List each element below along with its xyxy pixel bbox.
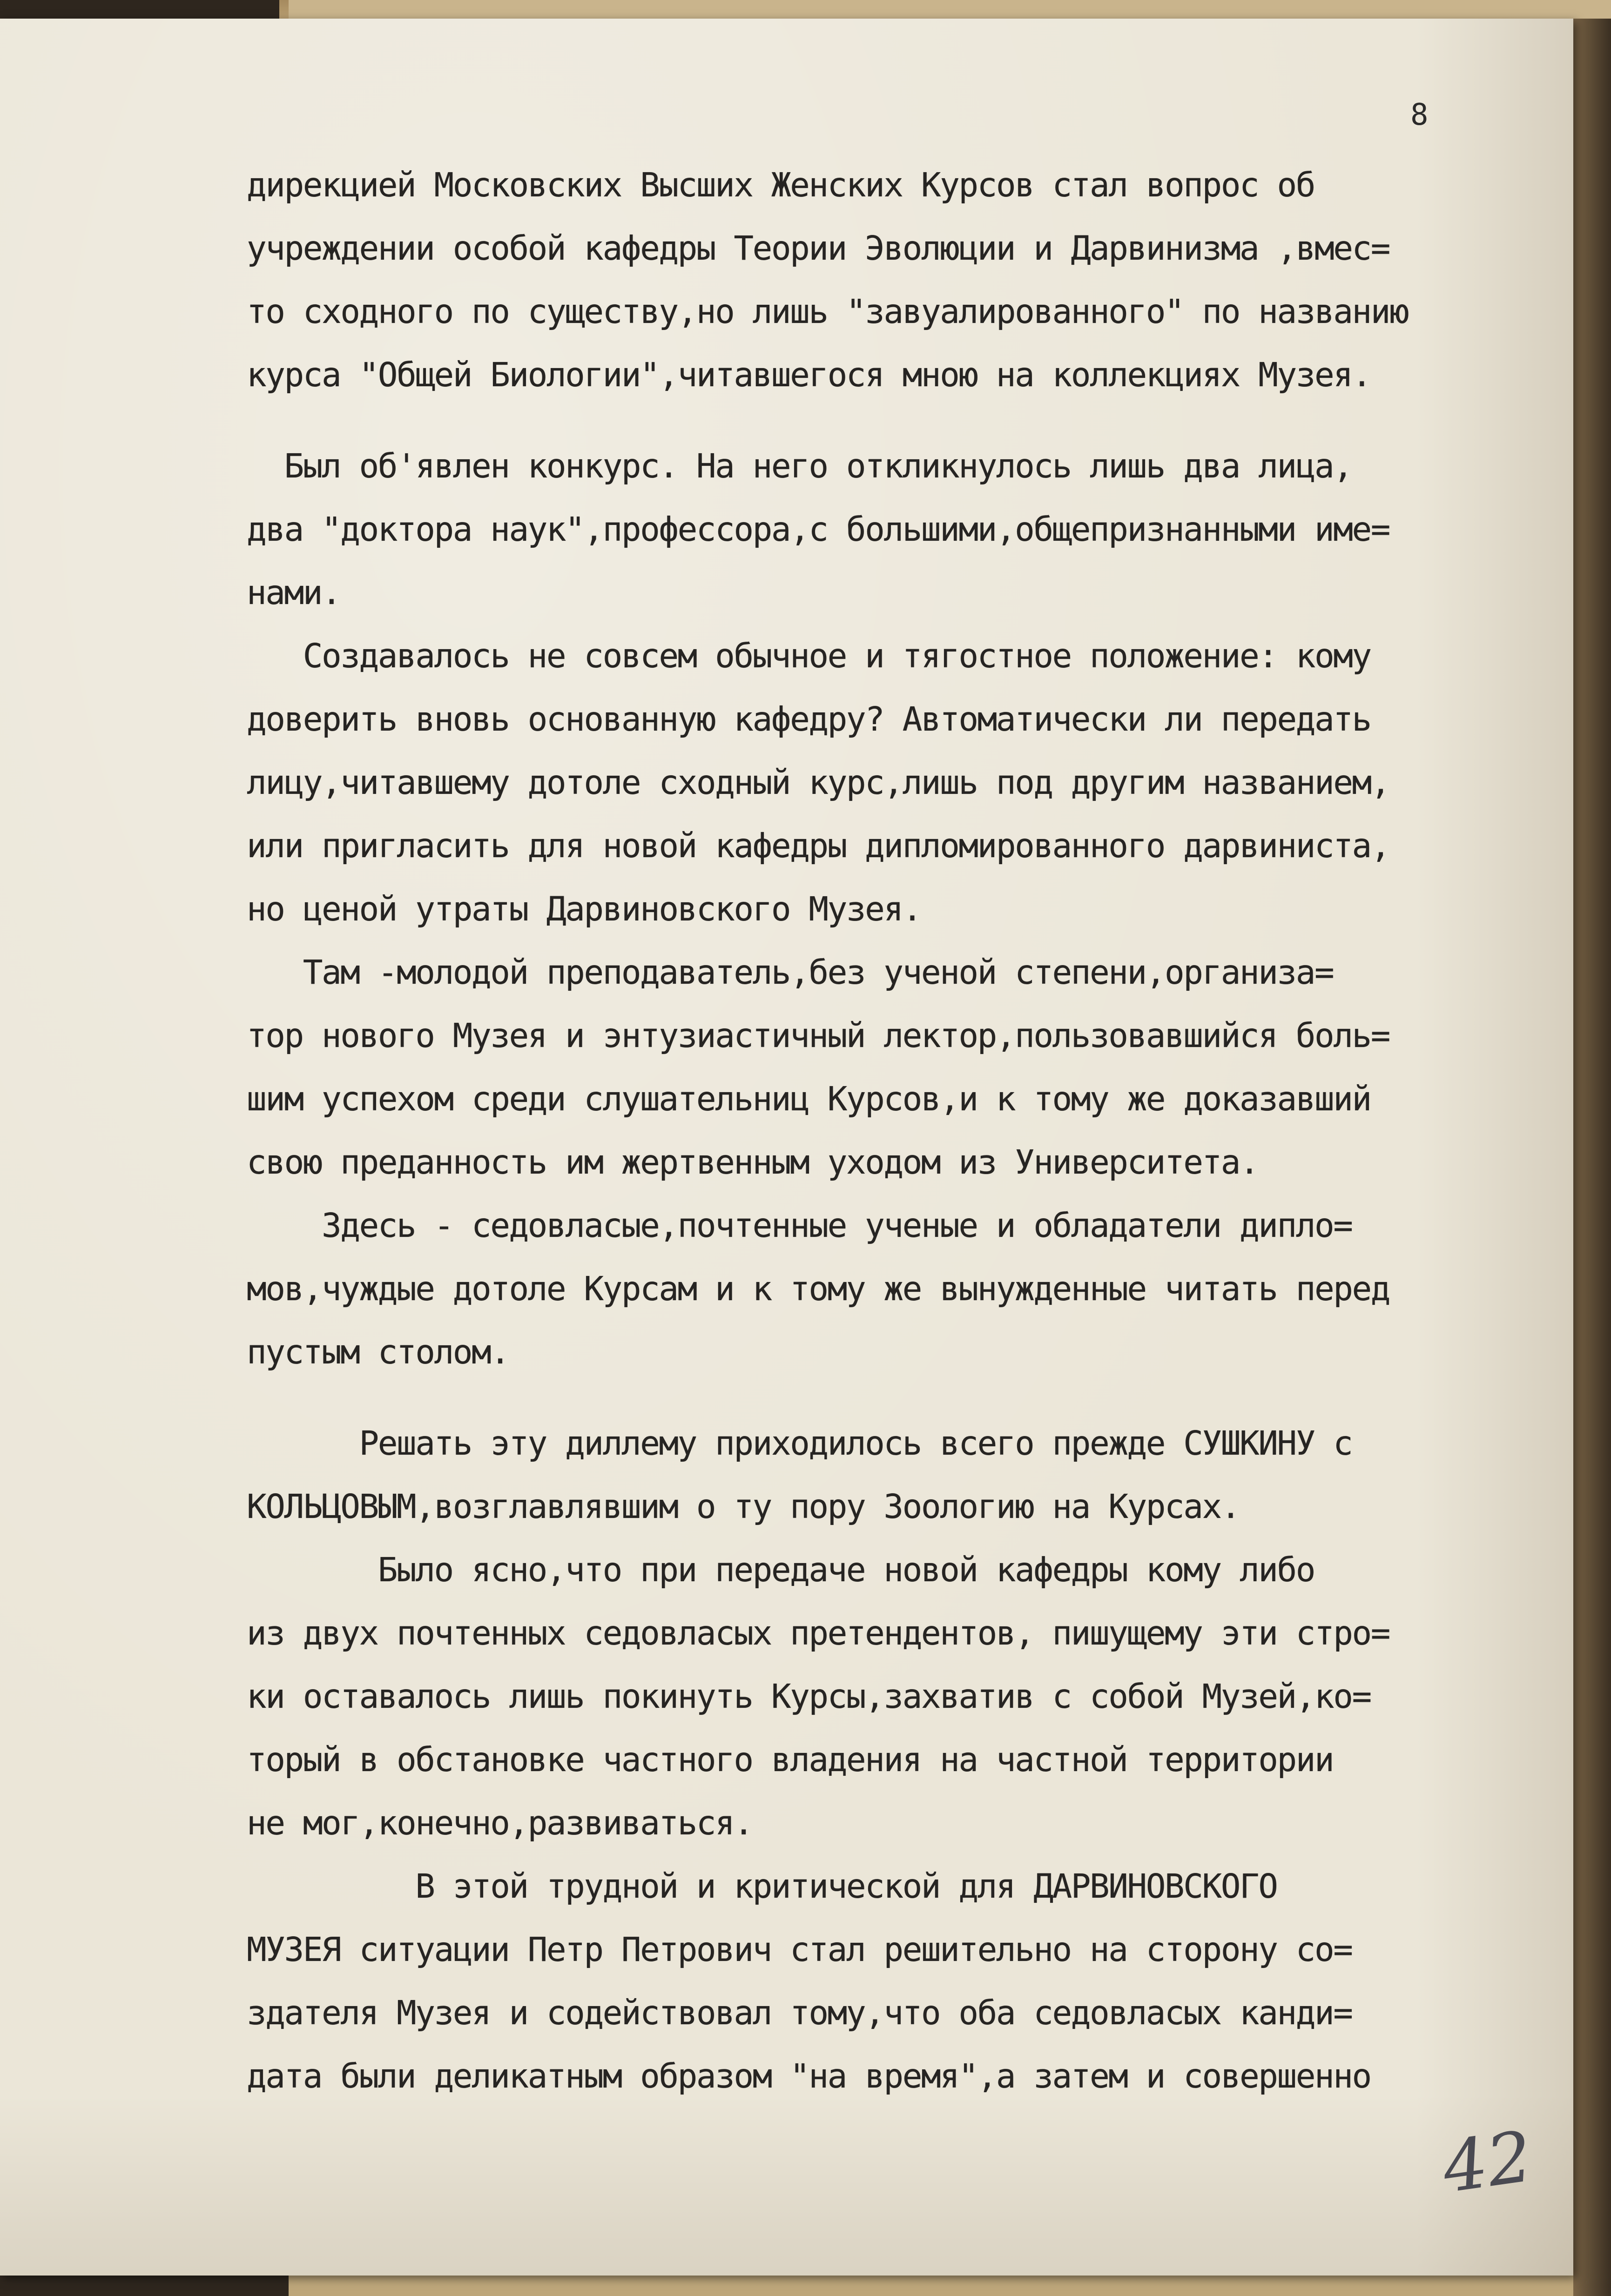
text-line: но ценой утраты Дарвиновского Музея. <box>247 890 921 928</box>
text-line: дата были деликатным образом "на время",а затем и совершенно <box>247 2057 1371 2095</box>
text-line: здателя Музея и содействовал тому,что оба седовласых канди= <box>247 1994 1352 2032</box>
text-line: свою преданность им жертвенным уходом из Университета. <box>247 1143 1259 1182</box>
text-line: из двух почтенных седовласых претендентов, пишущему эти стро= <box>247 1614 1389 1652</box>
text-line: Был об'явлен конкурс. На него откликнулось лишь два лица, <box>247 447 1352 485</box>
text-line: Там -молодой преподаватель,без ученой степени,организа= <box>247 953 1334 992</box>
text-line: не мог,конечно,развиваться. <box>247 1804 753 1842</box>
text-line: Здесь - седовласые,почтенные ученые и обладатели дипло= <box>247 1206 1352 1245</box>
handwritten-archive-number: 42 <box>1437 2116 1537 2209</box>
text-line: Было ясно,что при передаче новой кафедры кому либо <box>247 1551 1314 1589</box>
text-line: курса "Общей Биологии",читавшегося мною на коллекциях Музея. <box>247 356 1371 394</box>
text-line: шим успехом среди слушательниц Курсов,и к тому же доказавший <box>247 1080 1371 1118</box>
text-line: Создавалось не совсем обычное и тягостное положение: кому <box>247 637 1371 675</box>
text-line: ки оставалось лишь покинуть Курсы,захватив с собой Музей,ко= <box>247 1677 1371 1716</box>
text-line: лицу,читавшему дотоле сходный курс,лишь под другим названием, <box>247 763 1389 802</box>
text-line: тор нового Музея и энтузиастичный лектор,пользовавшийся боль= <box>247 1016 1389 1055</box>
text-line: мов,чуждые дотоле Курсам и к тому же вынужденные читать перед <box>247 1269 1389 1308</box>
text-line: учреждении особой кафедры Теории Эволюции и Дарвинизма ,вмес= <box>247 229 1389 268</box>
text-line: МУЗЕЯ ситуации Петр Петрович стал решительно на сторону со= <box>247 1930 1352 1969</box>
typewritten-page <box>0 19 1573 2276</box>
text-line: КОЛЬЦОВЫМ,возглавлявшим о ту пору Зоологию на Курсах. <box>247 1487 1240 1526</box>
text-line: доверить вновь основанную кафедру? Автоматически ли передать <box>247 700 1371 738</box>
text-line: дирекцией Московских Высших Женских Курсов стал вопрос об <box>247 166 1314 204</box>
folder-edge <box>1573 19 1611 2296</box>
text-line: то сходного по существу,но лишь "завуалированного" по названию <box>247 292 1409 331</box>
page-number: 8 <box>1410 98 1429 132</box>
typed-text-block <box>247 154 1564 2108</box>
text-line: два "доктора наук",профессора,с большими,общепризнанными име= <box>247 510 1389 549</box>
text-line: нами. <box>247 573 341 612</box>
text-line: Решать эту диллему приходилось всего прежде СУШКИНУ с <box>247 1424 1352 1463</box>
text-line: В этой трудной и критической для ДАРВИНОВСКОГО <box>247 1867 1277 1906</box>
text-line: пустым столом. <box>247 1333 509 1371</box>
text-line: торый в обстановке частного владения на частной территории <box>247 1740 1334 1779</box>
text-line: или пригласить для новой кафедры дипломированного дарвиниста, <box>247 826 1389 865</box>
